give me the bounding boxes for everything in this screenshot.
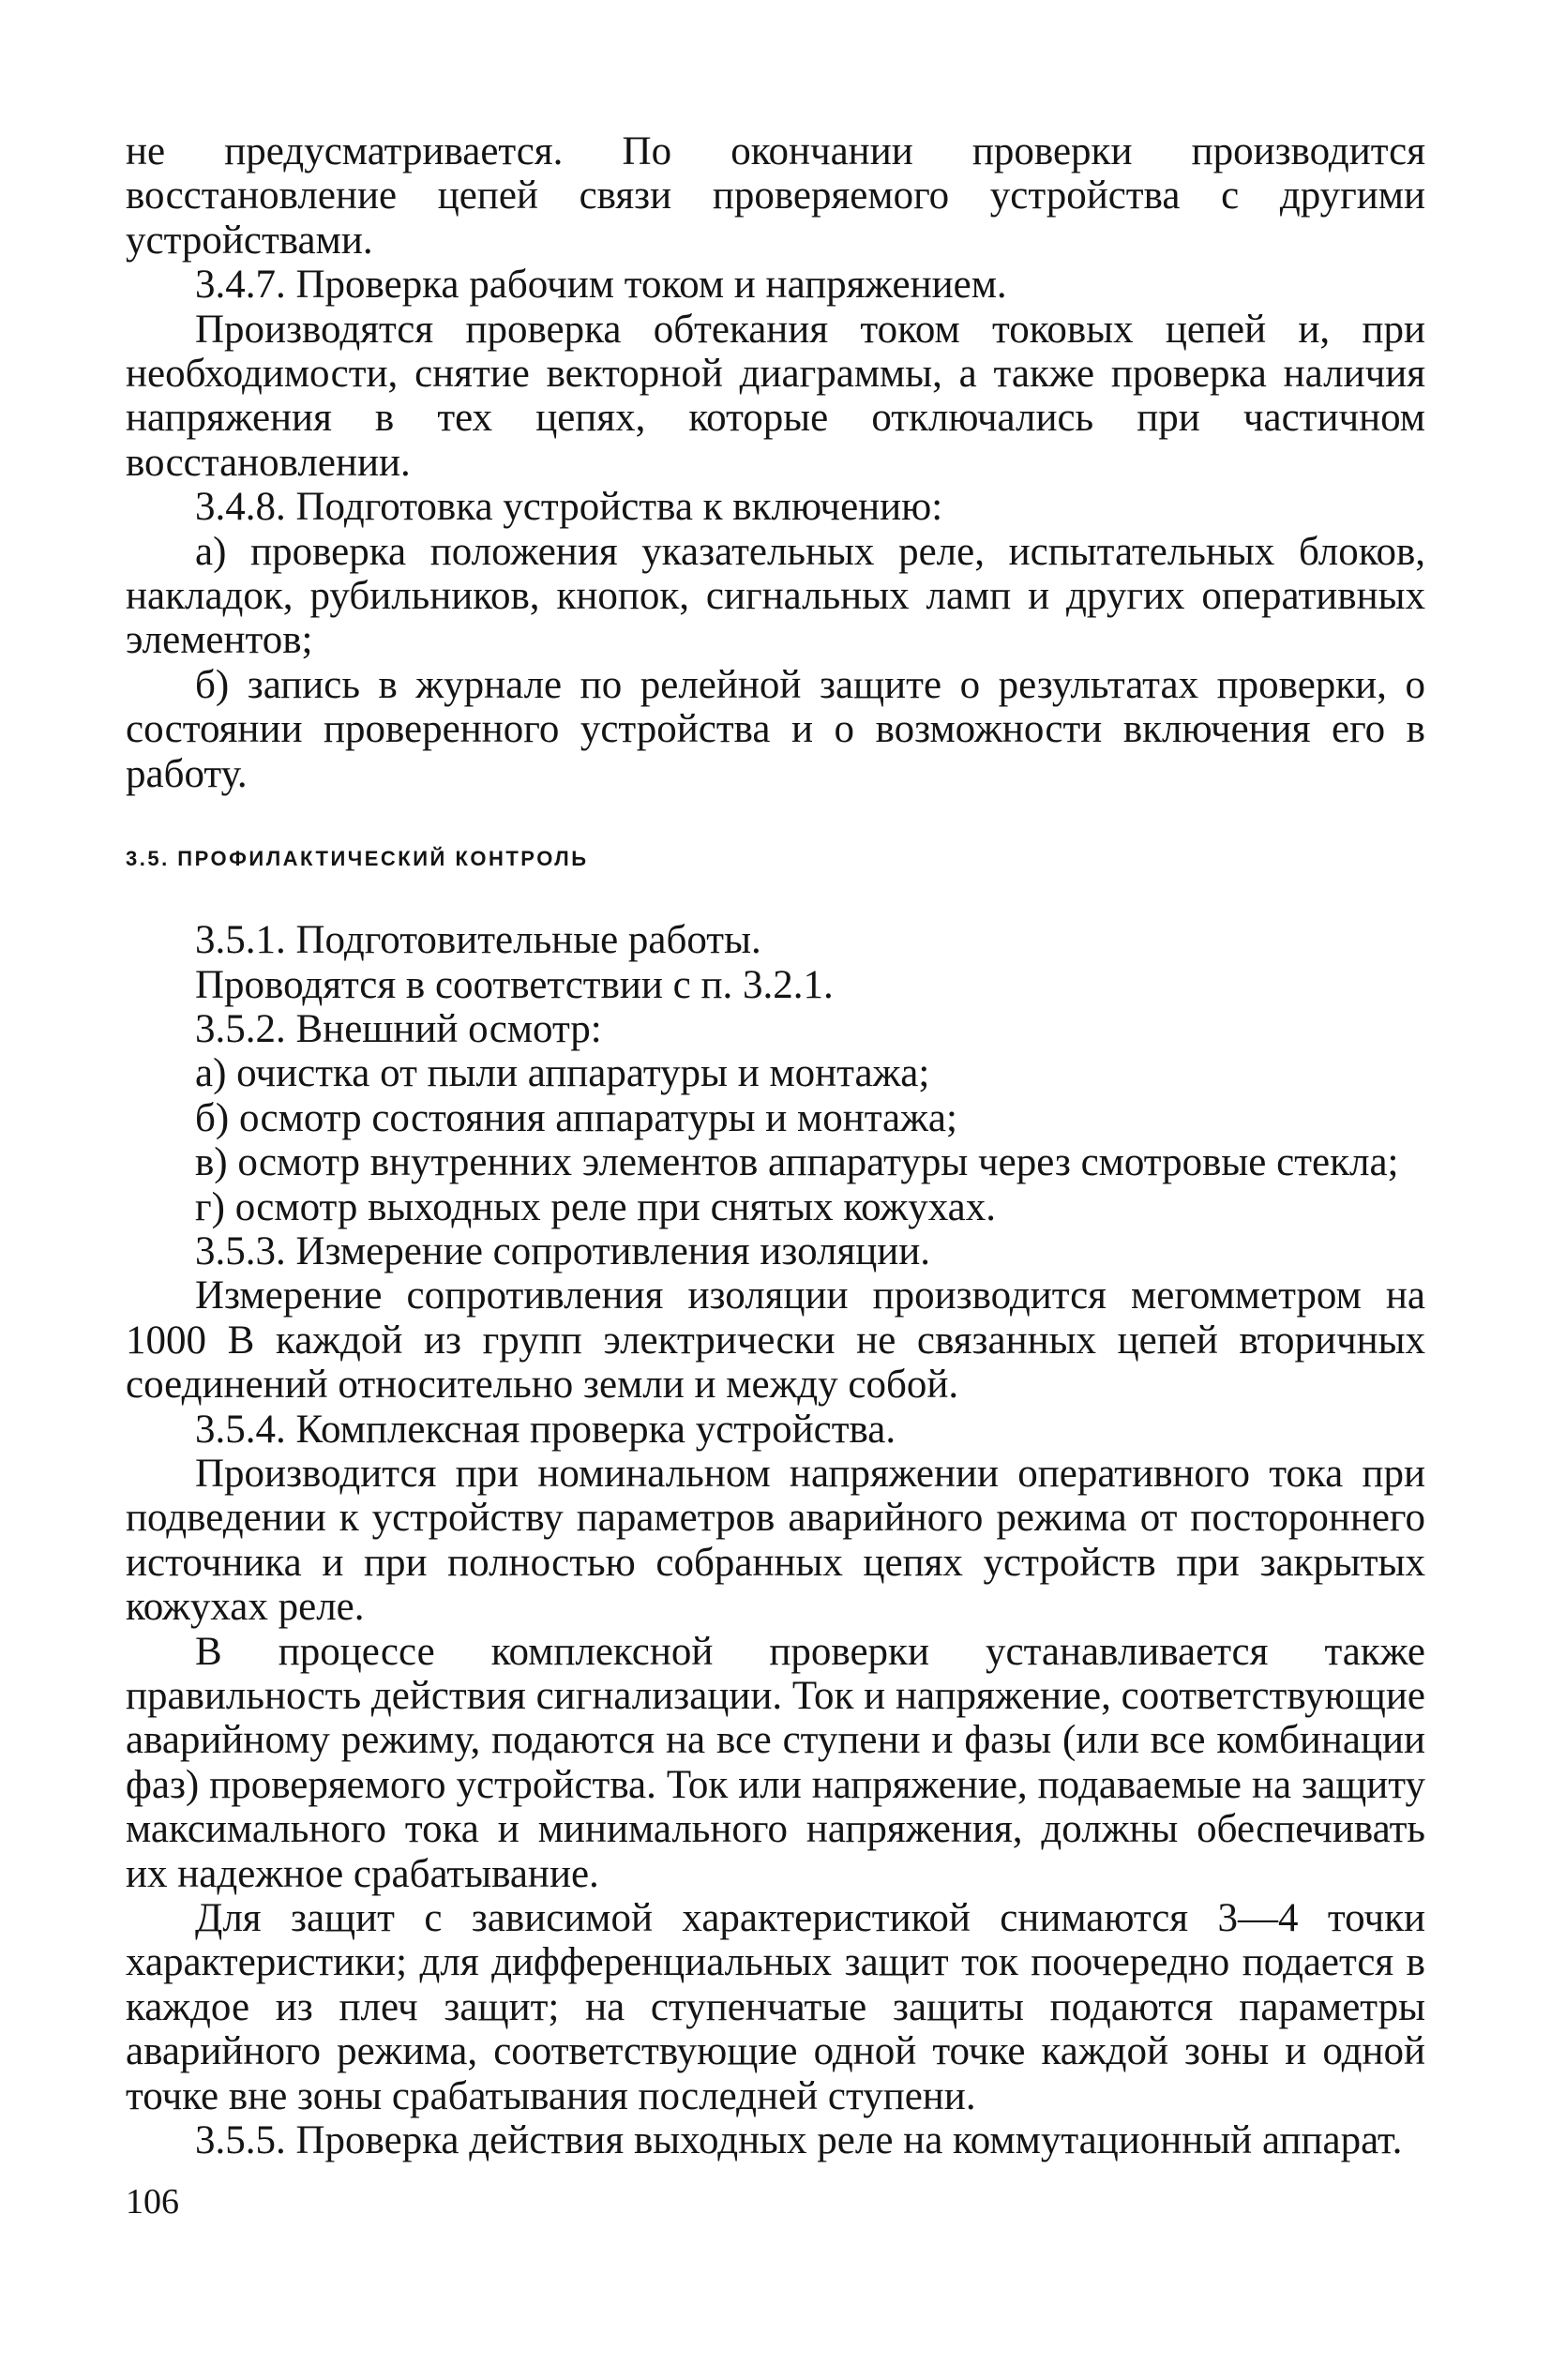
subsection-title-3-5-4: 3.5.4. Комплексная проверка устройства. <box>195 1407 896 1452</box>
section-3-4-continuation <box>126 129 1425 796</box>
subsection-title-3-4-8: 3.4.8. Подготовка устройства к включению: <box>195 485 943 530</box>
list-item-a: а) проверка положения указательных реле, испытательных блоков, накладок, рубильников, кнопок, сигнальных ламп и других оперативных элементов; <box>126 529 1425 663</box>
list-item-b: б) осмотр состояния аппаратуры и монтажа; <box>195 1095 957 1140</box>
paragraph: не предусматривается. По окончании проверки производится восстановление цепей связи проверяемого устройства с другими устройствами. <box>126 129 1425 263</box>
paragraph: Для защит с зависимой характеристикой снимаются 3—4 точки характеристики; для дифференциальных защит ток поочередно подается в каждое из плеч защит; на ступенчатые защиты подаются параметры аварийного режима, соответствующие одной точке каждой зоны и одной точке вне зоны срабатывания последней ступени. <box>126 1896 1425 2118</box>
subsection-title-3-5-2: 3.5.2. Внешний осмотр: <box>195 1006 602 1051</box>
list-item-v: в) осмотр внутренних элементов аппаратуры через смотровые стекла; <box>195 1140 1399 1185</box>
section-heading-3-5: 3.5. ПРОФИЛАКТИЧЕСКИЙ КОНТРОЛЬ <box>126 847 589 871</box>
subsection-title-3-5-1: 3.5.1. Подготовительные работы. <box>195 918 761 963</box>
paragraph: Проводятся в соответствии с п. 3.2.1. <box>195 962 834 1007</box>
section-3-5 <box>126 918 1425 2162</box>
list-item-b: б) запись в журнале по релейной защите о результатах проверки, о состоянии проверенного устройства и о возможности включения его в работу. <box>126 662 1425 796</box>
paragraph: Производятся проверка обтекания током токовых цепей и, при необходимости, снятие векторной диаграммы, а также проверка наличия напряжения в тех цепях, которые отключались при частичном восстановлении. <box>126 307 1425 485</box>
list-item-g: г) осмотр выходных реле при снятых кожухах. <box>195 1184 996 1229</box>
subsection-title-3-4-7: 3.4.7. Проверка рабочим током и напряжением. <box>195 263 1007 308</box>
paragraph: Измерение сопротивления изоляции производится мегомметром на 1000 В каждой из групп электрически не связанных цепей вторичных соединений относительно земли и между собой. <box>126 1273 1425 1408</box>
body-text <box>126 129 1425 2162</box>
list-item-a: а) очистка от пыли аппаратуры и монтажа; <box>195 1051 930 1096</box>
paragraph: В процессе комплексной проверки устанавливается также правильность действия сигнализации. Ток и напряжение, соответствующие аварийному режиму, подаются на все ступени и фазы (или все комбинации фаз) проверяемого устройства. Ток или напряжение, подаваемые на защиту максимального тока и минимального напряжения, должны обеспечивать их надежное срабатывание. <box>126 1629 1425 1896</box>
page-number: 106 <box>126 2182 179 2222</box>
subsection-title-3-5-3: 3.5.3. Измерение сопротивления изоляции. <box>195 1228 931 1273</box>
subsection-title-3-5-5: 3.5.5. Проверка действия выходных реле на коммутационный аппарат. <box>195 2118 1403 2163</box>
paragraph: Производится при номинальном напряжении оперативного тока при подведении к устройству параметров аварийного режима от постороннего источника и при полностью собранных цепях устройств при закрытых кожухах реле. <box>126 1451 1425 1630</box>
